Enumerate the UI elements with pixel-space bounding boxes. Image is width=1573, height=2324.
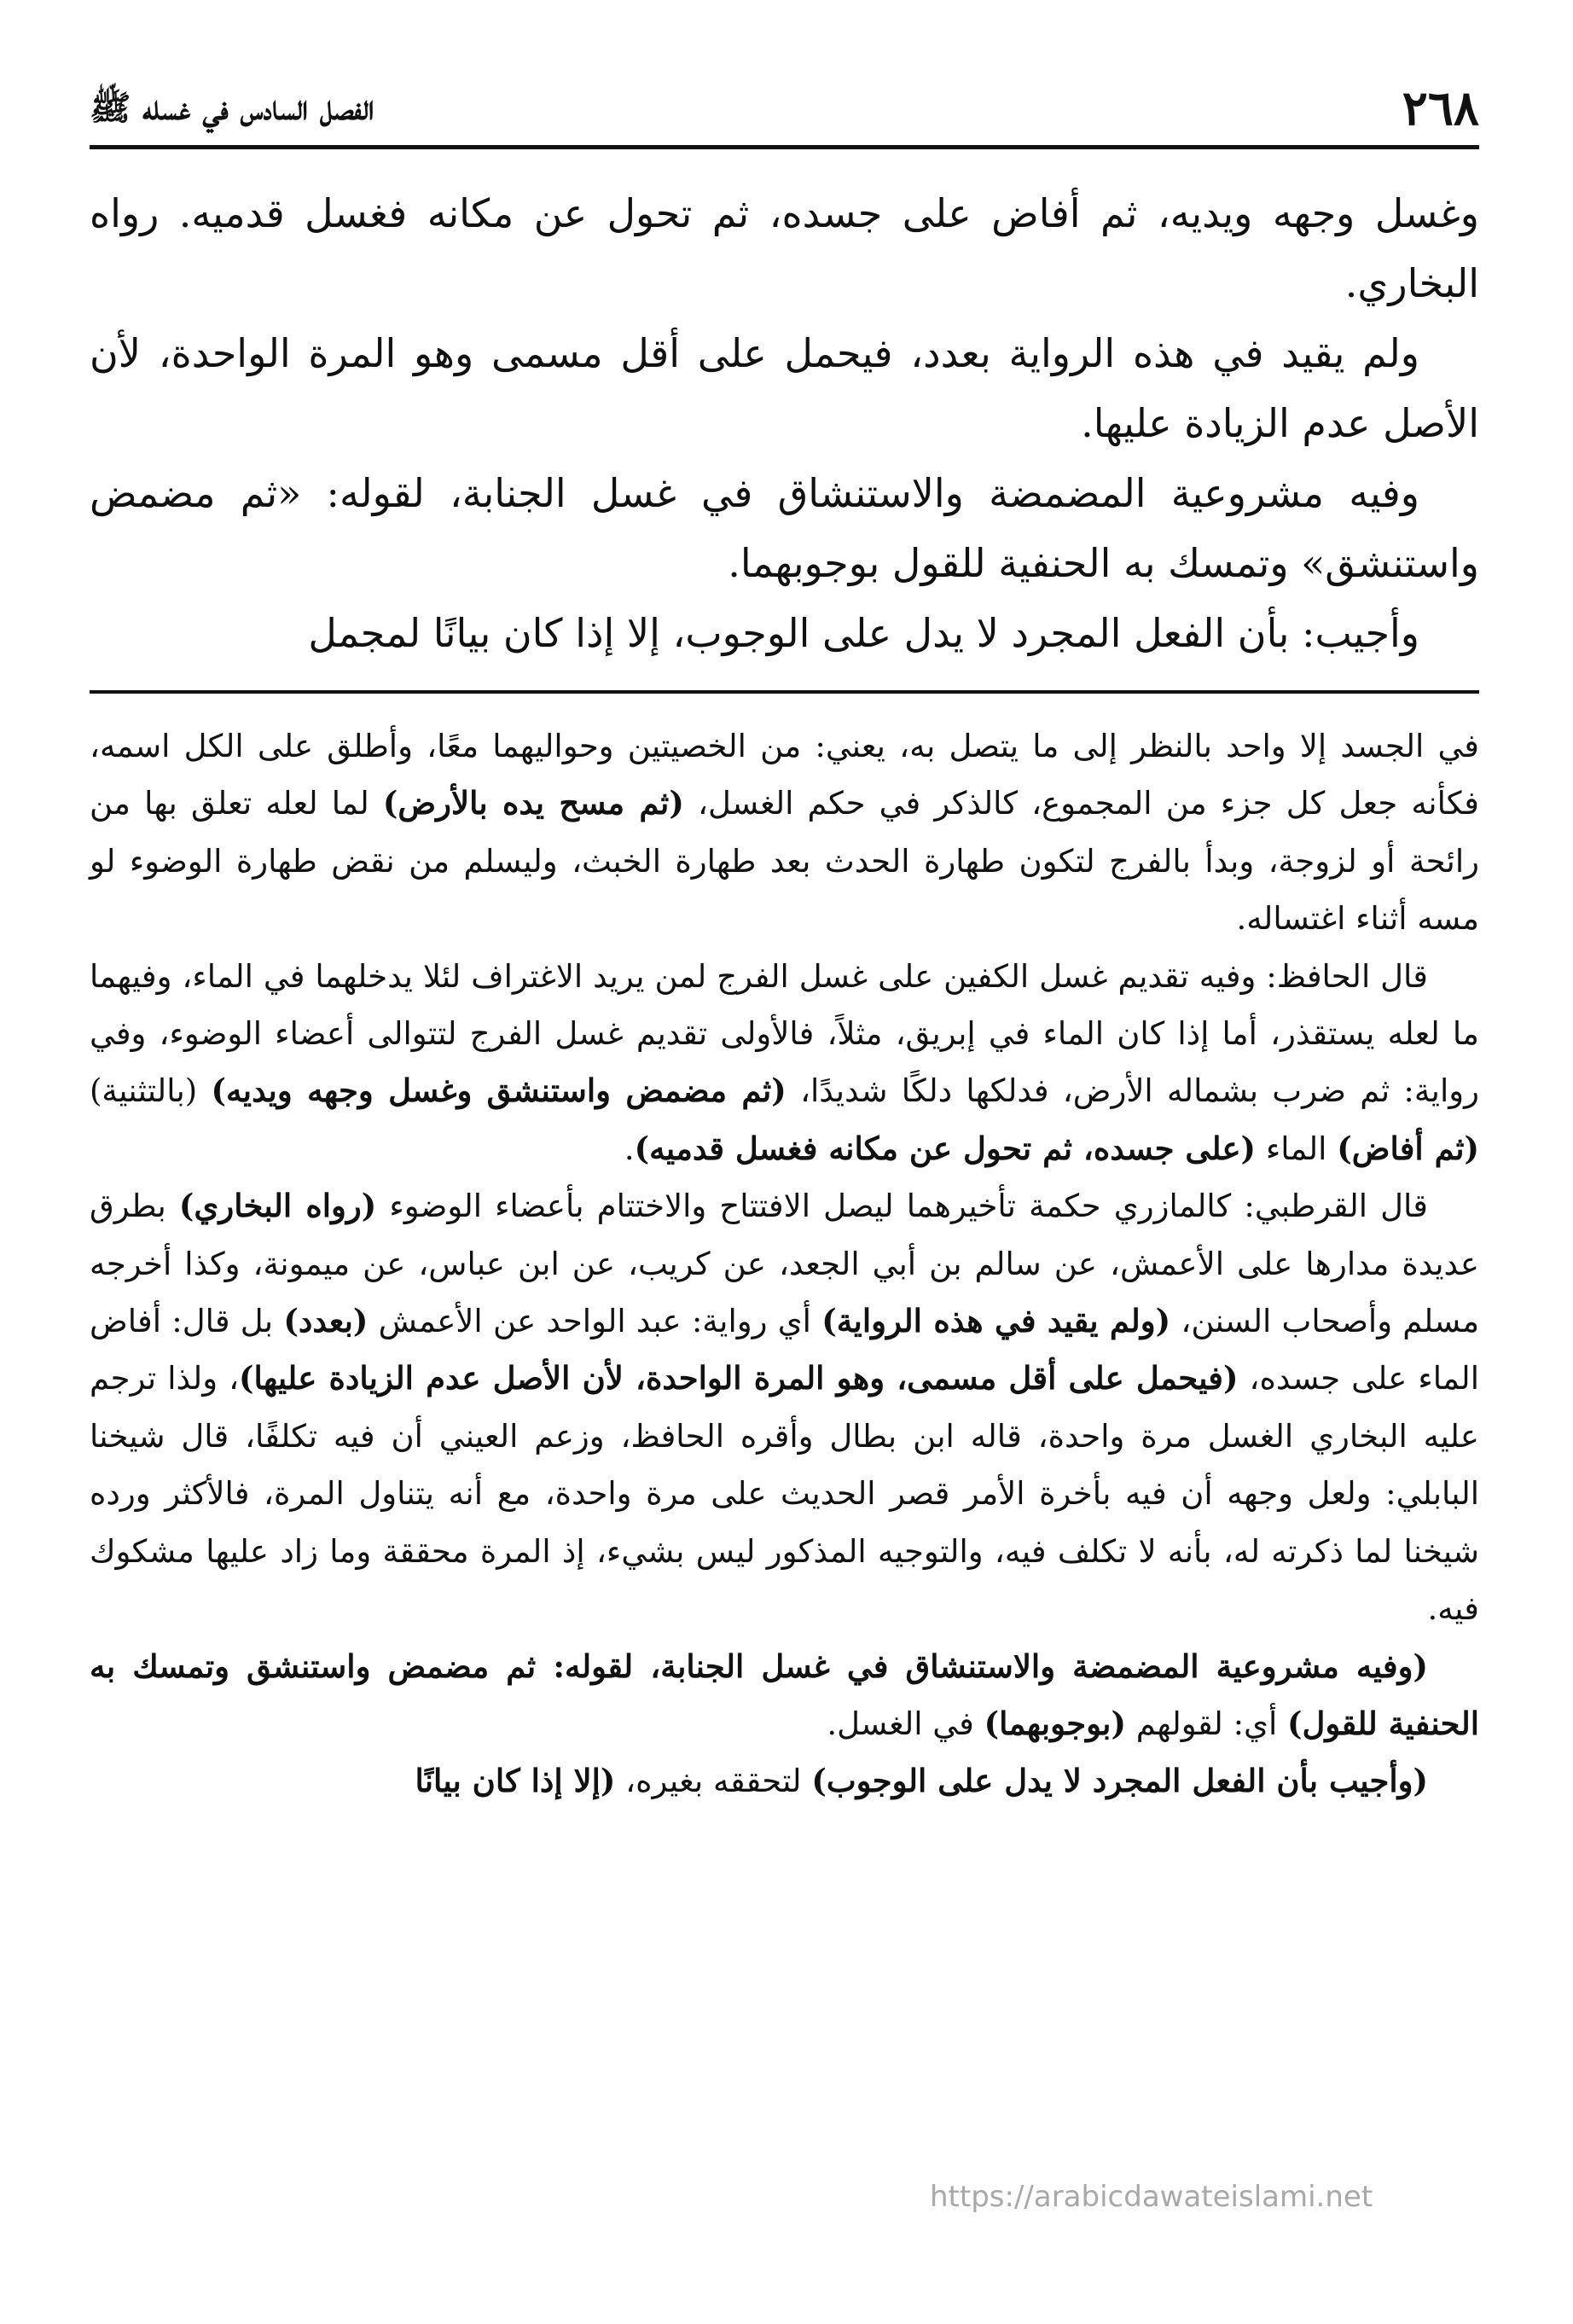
commentary-text: الماء [1256,1130,1338,1167]
commentary-text: . [624,1130,635,1167]
commentary-text: بطرق عديدة مدارها على الأعمش، عن سالم بن أبي الجعد، عن كريب، عن ابن عباس، عن ميمونة، وكذا أخرجه مسلم وأصحاب السنن، [90,1188,1480,1340]
commentary-text: (بالتثنية) [90,1072,212,1110]
commentary-text: في الجسد إلا واحد بالنظر إلى ما يتصل به، يعني: من الخصيتين وحواليهما معًا، وأطلق على الكل اسمه، فكأنه جعل كل جزء من المجموع، كالذكر في حكم الغسل، [90,728,1479,822]
main-paragraph: وغسل وجهه ويديه، ثم أفاض على جسده، ثم تحول عن مكانه فغسل قدميه. رواه البخاري. [90,190,1479,306]
quoted-matn: (وأجيب بأن الفعل المجرد لا يدل على الوجوب) [811,1762,1428,1800]
quoted-matn: (ثم مضمض واستنشق وغسل وجهه ويديه) [211,1072,786,1110]
commentary-text: لتحققه بغيره، [615,1763,812,1800]
watermark-url: https://arabicdawateislami.net [930,2180,1373,2214]
commentary-text: ، ولذا ترجم عليه البخاري الغسل مرة واحدة، قاله ابن بطال وأقره الحافظ، وزعم العيني أن فيه تكلفًا، قال شيخنا البابلي: ولعل وجهه أن فيه بأخرة الأمر قصر الحديث على مرة واحدة، مع أنه يتناول المرة، فالأكثر ورده شيخنا لما ذكرته له، بأنه لا تكلف فيه، والتوجيه المذكور ليس بشيء، إذ المرة محققة وما زاد عليها مشكوك فيه. [90,1360,1479,1628]
quoted-matn: (بوجوبهما) [984,1704,1126,1742]
commentary-paragraph [90,1638,1479,1753]
commentary-text: قال الحافظ: وفيه تقديم غسل الكفين على غسل الفرج لمن يريد الاغتراف لئلا يدخلهما في الماء، وفيهما ما لعله يستقذر، أما إذا كان الماء في إبريق، مثلاً، فالأولى تقديم غسل الفرج لتتوالى أعضاء الوضوء، وفي رواية: ثم ضرب بشماله الأرض، فدلكها دلكًا شديدًا، [90,957,1479,1110]
commentary-text: بل قال: أفاض الماء على جسده، [90,1303,1479,1397]
commentary-text: لما لعله تعلق بها من رائحة أو لزوجة، وبدأ بالفرج لتكون طهارة الحدث بعد طهارة الخبث، وليسلم من نقض طهارة الوضوء لو مسه أثناء اغتساله. [90,785,1479,938]
quoted-matn: (وفيه مشروعية المضمضة والاستنشاق في غسل الجنابة، لقوله: ثم مضمض واستنشق وتمسك به الحنفية للقول) [90,1647,1479,1742]
commentary-text: قال القرطبي: كالمازري حكمة تأخيرهما ليصل الافتتاح والاختتام بأعضاء الوضوء [376,1188,1428,1225]
page-number: ٢٦٨ [1402,80,1479,137]
commentary-text: أي: لقولهم [1126,1705,1288,1742]
main-paragraph: ولم يقيد في هذه الرواية بعدد، فيحمل على أقل مسمى وهو المرة الواحدة، لأن الأصل عدم الزيادة عليها. [90,330,1479,446]
commentary-paragraph [90,1752,1479,1810]
quoted-matn: (ولم يقيد في هذه الرواية) [821,1302,1171,1340]
page-header [90,67,1479,137]
main-text [90,178,1479,668]
footnote-separator [90,690,1479,694]
quoted-matn: (إلا إذا كان بيانًا [415,1762,616,1800]
quoted-matn: (رواه البخاري) [178,1187,377,1225]
main-paragraph: وأجيب: بأن الفعل المجرد لا يدل على الوجوب، إلا إذا كان بيانًا لمجمل [308,610,1419,656]
commentary-text: أي رواية: عبد الواحد عن الأعمش [368,1303,822,1340]
commentary-paragraph [90,1177,1479,1637]
commentary-paragraph [90,718,1479,948]
quoted-matn: (بعدد) [283,1302,369,1340]
commentary-paragraph [90,948,1479,1178]
quoted-matn: (ثم أفاض) [1337,1129,1479,1167]
commentary-text: في الغسل. [827,1705,984,1742]
header-rule [90,145,1479,149]
quoted-matn: (فيحمل على أقل مسمى، وهو المرة الواحدة، لأن الأصل عدم الزيادة عليها) [239,1359,1239,1397]
main-paragraph: وفيه مشروعية المضمضة والاستنشاق في غسل الجنابة، لقوله: «ثم مضمض واستنشق» وتمسك به الحنفية للقول بوجوبهما. [90,470,1479,586]
running-title: الفصل السادس في غسله ﷺ [90,88,374,128]
quoted-matn: (على جسده، ثم تحول عن مكانه فغسل قدميه) [634,1129,1257,1167]
quoted-matn: (ثم مسح يده بالأرض) [382,784,684,822]
commentary [90,718,1479,1810]
